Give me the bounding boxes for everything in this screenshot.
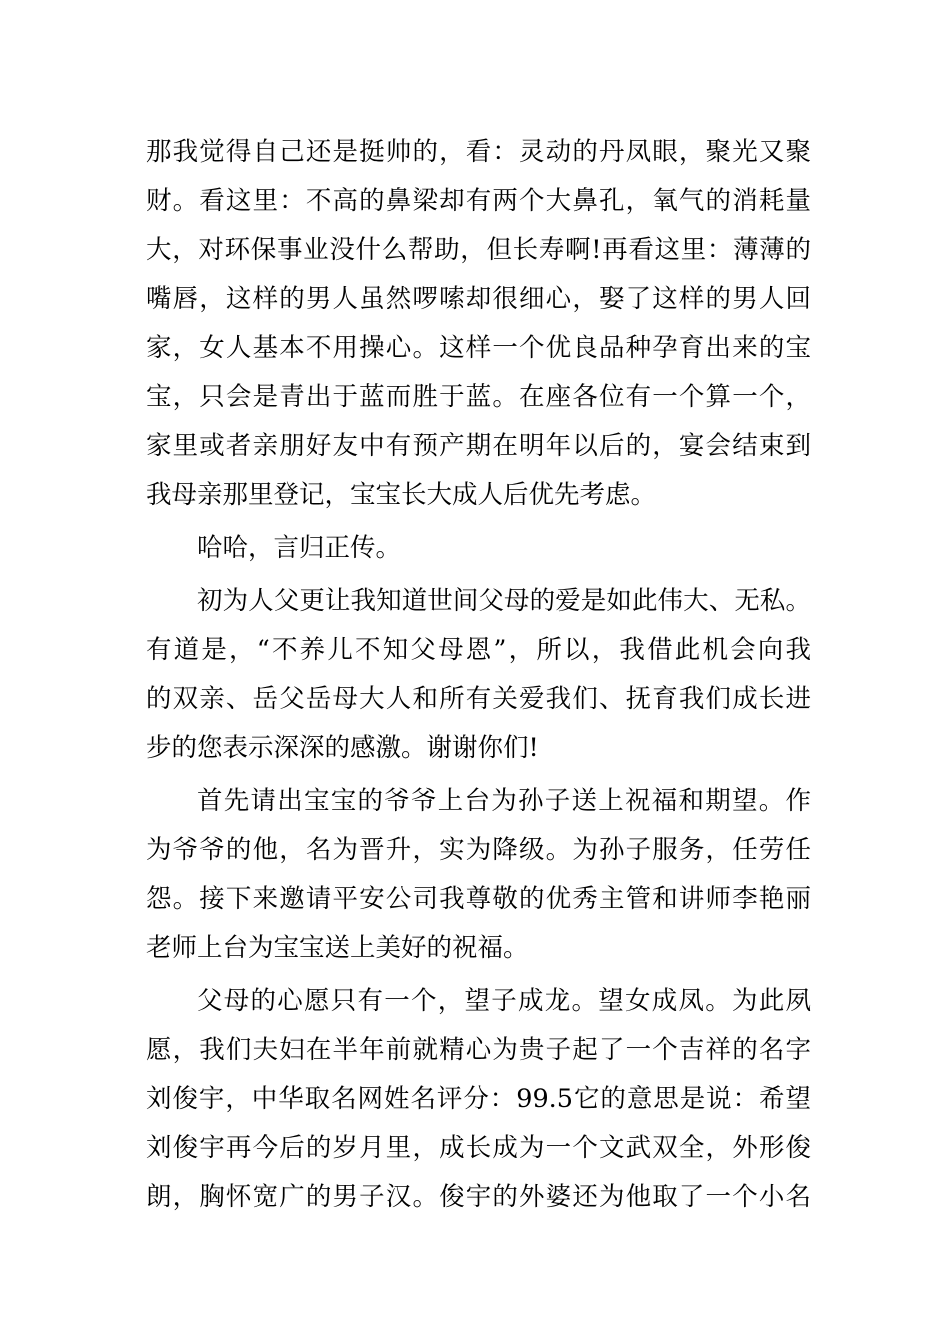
text-line: 宝，只会是青出于蓝而胜于蓝。在座各位有一个算一个， xyxy=(146,382,811,412)
text-line: 我母亲那里登记，宝宝长大成人后优先考虑。 xyxy=(146,480,657,510)
paragraph xyxy=(146,977,811,1222)
text-line: 家里或者亲朋好友中有预产期在明年以后的，宴会结束到 xyxy=(146,431,811,461)
text-line: 的双亲、岳父岳母大人和所有关爱我们、抚育我们成长进 xyxy=(146,684,811,714)
text-line: 愿，我们夫妇在半年前就精心为贵子起了一个吉祥的名字 xyxy=(146,1035,811,1065)
document-body xyxy=(146,128,811,1222)
text-line: 有道是，“不养儿不知父母恩”，所以，我借此机会向我 xyxy=(146,635,811,665)
text-line: 财。看这里：不高的鼻梁却有两个大鼻孔，氧气的消耗量 xyxy=(146,186,811,216)
paragraph xyxy=(146,128,811,520)
text-line: 家，女人基本不用操心。这样一个优良品种孕育出来的宝 xyxy=(146,333,811,363)
text-line: 那我觉得自己还是挺帅的，看：灵动的丹凤眼，聚光又聚 xyxy=(146,137,811,167)
text-line: 刘俊宇，中华取名网姓名评分：99.5它的意思是说：希望 xyxy=(146,1084,811,1114)
text-line: 哈哈，言归正传。 xyxy=(197,533,402,563)
paragraph xyxy=(146,777,811,973)
text-line: 初为人父更让我知道世间父母的爱是如此伟大、无私。 xyxy=(197,586,811,616)
text-line: 怨。接下来邀请平安公司我尊敬的优秀主管和讲师李艳丽 xyxy=(146,884,811,914)
text-line: 朗，胸怀宽广的男子汉。俊宇的外婆还为他取了一个小名 xyxy=(146,1182,811,1212)
text-line: 嘴唇，这样的男人虽然啰嗦却很细心，娶了这样的男人回 xyxy=(146,284,811,314)
text-line: 父母的心愿只有一个，望子成龙。望女成凤。为此夙 xyxy=(197,986,811,1016)
text-line: 步的您表示深深的感激。谢谢你们! xyxy=(146,733,539,763)
paragraph xyxy=(146,577,811,773)
paragraph xyxy=(146,524,811,573)
text-line: 老师上台为宝宝送上美好的祝福。 xyxy=(146,933,529,963)
text-line: 为爷爷的他，名为晋升，实为降级。为孙子服务，任劳任 xyxy=(146,835,811,865)
text-line: 刘俊宇再今后的岁月里，成长成为一个文武双全，外形俊 xyxy=(146,1133,811,1163)
text-line: 首先请出宝宝的爷爷上台为孙子送上祝福和期望。作 xyxy=(197,786,811,816)
text-line: 大，对环保事业没什么帮助，但长寿啊!再看这里：薄薄的 xyxy=(146,235,811,265)
